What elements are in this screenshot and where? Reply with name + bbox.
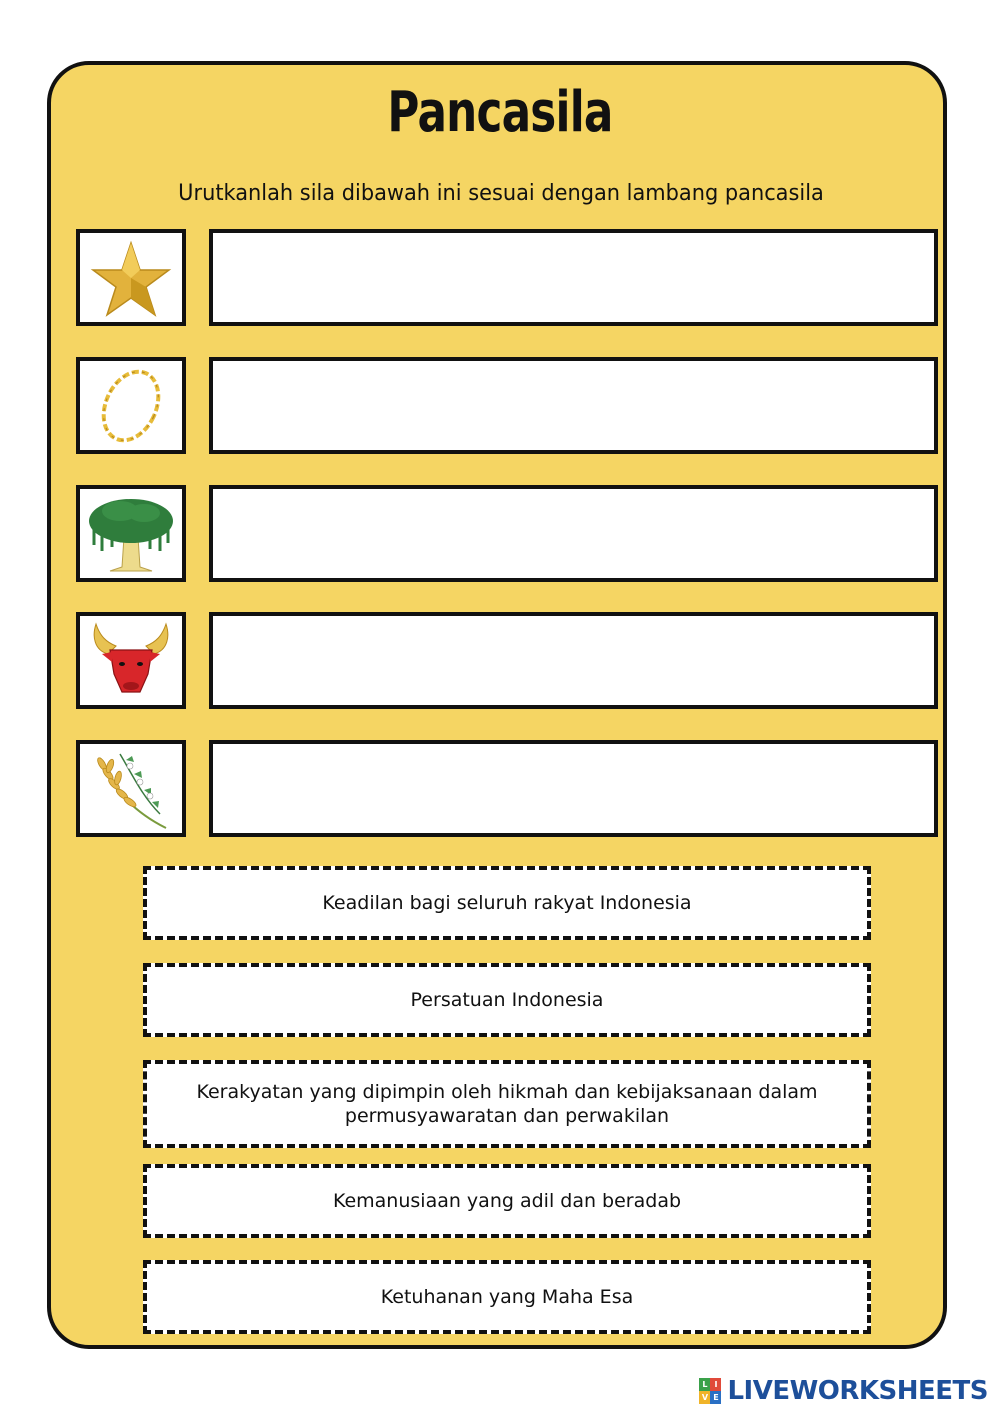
symbol-box-bull-head bbox=[76, 612, 186, 709]
symbol-box-rice-cotton bbox=[76, 740, 186, 837]
star-icon bbox=[80, 233, 182, 322]
rice-cotton-icon bbox=[80, 744, 182, 833]
option-kemanusiaan[interactable] bbox=[143, 1164, 871, 1238]
option-kerakyatan[interactable] bbox=[143, 1060, 871, 1148]
answer-drop-zone-5[interactable] bbox=[209, 740, 938, 837]
symbol-box-banyan-tree bbox=[76, 485, 186, 582]
answer-drop-zone-3[interactable] bbox=[209, 485, 938, 582]
banyan-tree-icon bbox=[80, 489, 182, 578]
option-keadilan[interactable] bbox=[143, 866, 871, 940]
liveworksheets-logo[interactable] bbox=[699, 1374, 988, 1408]
symbol-box-chain bbox=[76, 357, 186, 454]
option-label: Keadilan bagi seluruh rakyat Indonesia bbox=[322, 892, 692, 914]
page-title: Pancasila bbox=[387, 80, 613, 145]
option-persatuan[interactable] bbox=[143, 963, 871, 1037]
answer-drop-zone-1[interactable] bbox=[209, 229, 938, 326]
liveworksheets-logo-icon: L I V E bbox=[699, 1378, 721, 1404]
symbol-box-star bbox=[76, 229, 186, 326]
option-label: Persatuan Indonesia bbox=[410, 989, 604, 1011]
option-ketuhanan[interactable] bbox=[143, 1260, 871, 1334]
bull-head-icon bbox=[80, 616, 182, 705]
chain-icon bbox=[80, 361, 182, 450]
option-label: Ketuhanan yang Maha Esa bbox=[380, 1286, 634, 1308]
instruction-text: Urutkanlah sila dibawah ini sesuai dengan lambang pancasila bbox=[178, 181, 824, 206]
answer-drop-zone-4[interactable] bbox=[209, 612, 938, 709]
option-label: Kemanusiaan yang adil dan beradab bbox=[332, 1190, 682, 1212]
answer-drop-zone-2[interactable] bbox=[209, 357, 938, 454]
option-label: Kerakyatan yang dipimpin oleh hikmah dan kebijaksanaan dalam permusyawaratan dan perwakilan bbox=[196, 1081, 818, 1127]
logo-text: LIVEWORKSHEETS bbox=[727, 1376, 988, 1406]
